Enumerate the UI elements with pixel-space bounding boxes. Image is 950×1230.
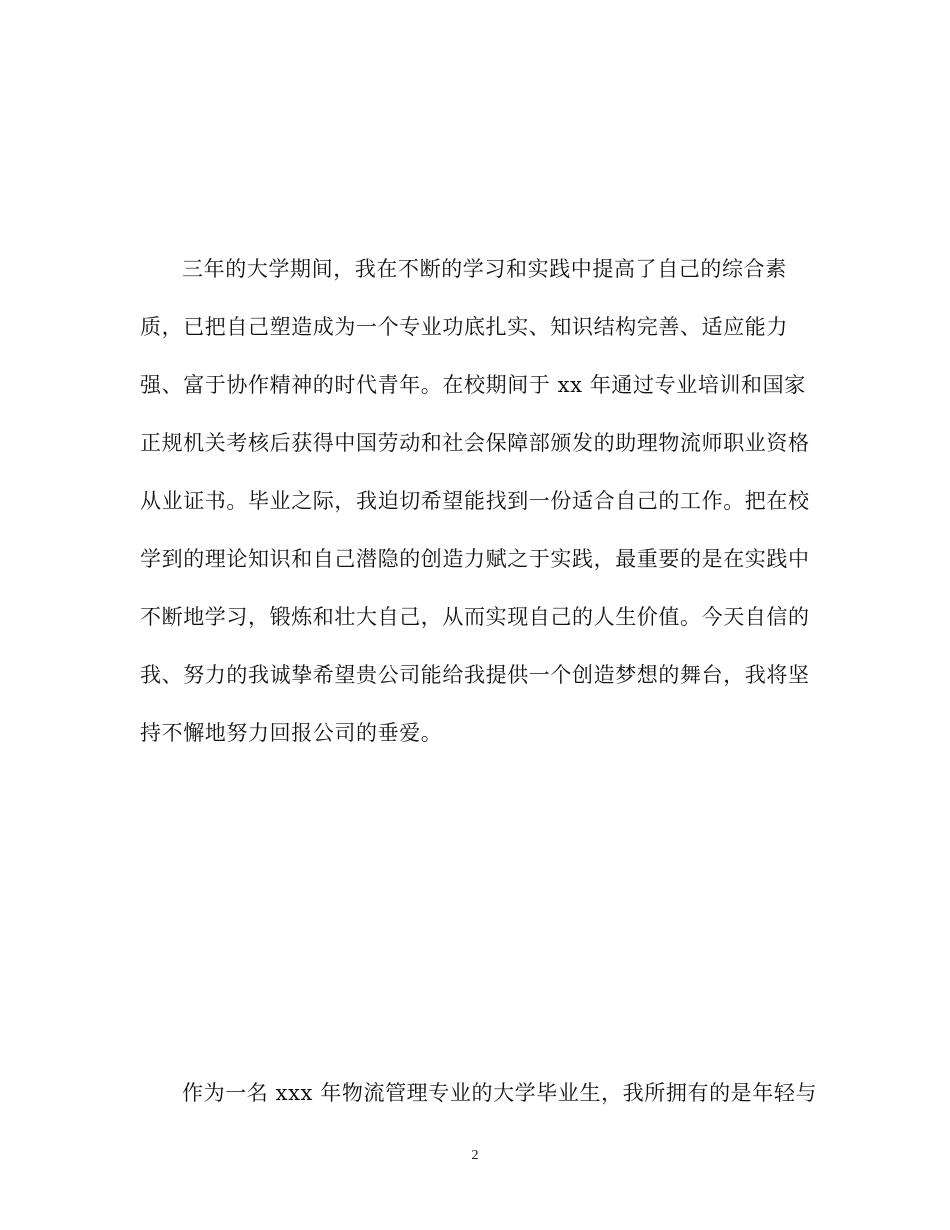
paragraph-1 [140, 240, 820, 762]
paragraph-line: 不断地学习，锻炼和壮大自己，从而实现自己的人生价值。今天自信的 [140, 605, 810, 629]
paragraph-line: 作为一名 xxx 年物流管理专业的大学毕业生，我所拥有的是年轻与 [182, 1081, 818, 1105]
paragraph-line: 持不懈地努力回报公司的垂爱。 [140, 721, 443, 745]
paragraph-2 [140, 1064, 820, 1122]
paragraph-line: 正规机关考核后获得中国劳动和社会保障部颁发的助理物流师职业资格 [140, 431, 810, 455]
paragraph-line: 强、富于协作精神的时代青年。在校期间于 xx 年通过专业培训和国家 [140, 373, 806, 397]
page-number: 2 [471, 1148, 479, 1163]
paragraph-line: 学到的理论知识和自己潜隐的创造力赋之于实践，最重要的是在实践中 [140, 547, 810, 571]
paragraph-line: 从业证书。毕业之际，我迫切希望能找到一份适合自己的工作。把在校 [140, 489, 810, 513]
paragraph-line: 三年的大学期间，我在不断的学习和实践中提高了自己的综合素 [182, 257, 787, 281]
paragraph-line: 我、努力的我诚挚希望贵公司能给我提供一个创造梦想的舞台，我将坚 [140, 663, 810, 687]
paragraph-line: 质，已把自己塑造成为一个专业功底扎实、知识结构完善、适应能力 [140, 315, 788, 339]
